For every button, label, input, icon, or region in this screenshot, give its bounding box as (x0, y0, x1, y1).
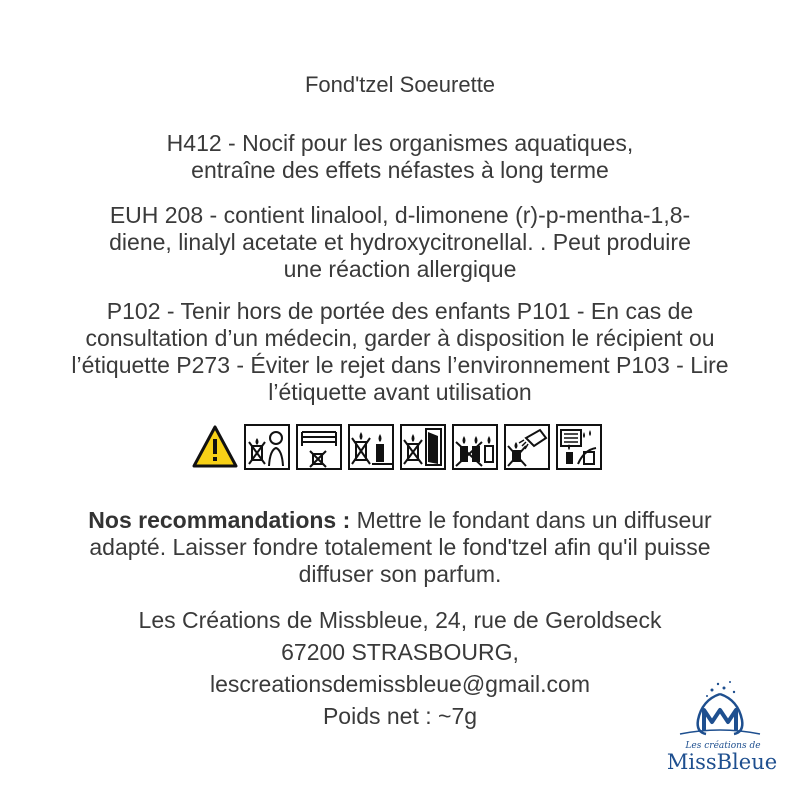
h412-line-2: entraîne des effets néfastes à long terme (191, 157, 609, 183)
euh208-line-3: une réaction allergique (283, 256, 517, 282)
no-close-candles-icon (452, 424, 498, 470)
precaution-line-2: consultation d’un médecin, garder à disposition le récipient ou (85, 325, 715, 351)
missbleue-logo (660, 676, 780, 776)
euh208-line-1: EUH 208 - contient linalool, d-limonene (r)-p-mentha-1,8- (109, 202, 691, 228)
no-draught-icon (400, 424, 446, 470)
h412-line-1: H412 - Nocif pour les organismes aquatiques, (166, 130, 634, 156)
address-line-1: Les Créations de Missbleue, 24, rue de Geroldseck (138, 607, 662, 633)
precaution-line-3: l’étiquette P273 - Éviter le rejet dans l’environnement P103 - Lire (71, 352, 729, 378)
precautionary-statements (0, 298, 800, 406)
recommendations-line-1 (0, 507, 800, 534)
hazard-statement-h412 (0, 130, 800, 184)
euh208-line-2: diene, linalyl acetate et hydroxycitronellal. . Peut produire (109, 229, 691, 255)
no-leave-unattended-icon (348, 424, 394, 470)
keep-away-from-children-icon (244, 424, 290, 470)
recommendations (0, 507, 800, 588)
no-water-extinguish-icon (504, 424, 550, 470)
logo-brand-name: MissBleue (666, 750, 778, 774)
no-flammable-surface-icon (296, 424, 342, 470)
precaution-line-1: P102 - Tenir hors de portée des enfants P101 - En cas de (106, 298, 694, 324)
logo-tagline: Les créations de (685, 741, 761, 751)
read-instructions-icon (556, 424, 602, 470)
email-address: lescreationsdemissbleue@gmail.com (209, 671, 590, 697)
warning-triangle-icon (192, 424, 238, 470)
safety-pictograms (192, 424, 608, 470)
hazard-statement-euh208 (0, 202, 800, 283)
net-weight: Poids net : ~7g (322, 703, 478, 729)
product-title: Fond'tzel Soeurette (304, 72, 496, 97)
recommendations-line-2: adapté. Laisser fondre totalement le fond'tzel afin qu'il puisse (89, 534, 711, 560)
address-line-2: 67200 STRASBOURG, (281, 639, 519, 665)
precaution-line-4: l’étiquette avant utilisation (268, 379, 532, 405)
recommendations-line-3: diffuser son parfum. (298, 561, 502, 587)
recommendations-label: Nos recommandations : (88, 507, 351, 533)
recommendations-text-1: Mettre le fondant dans un diffuseur (350, 507, 712, 533)
